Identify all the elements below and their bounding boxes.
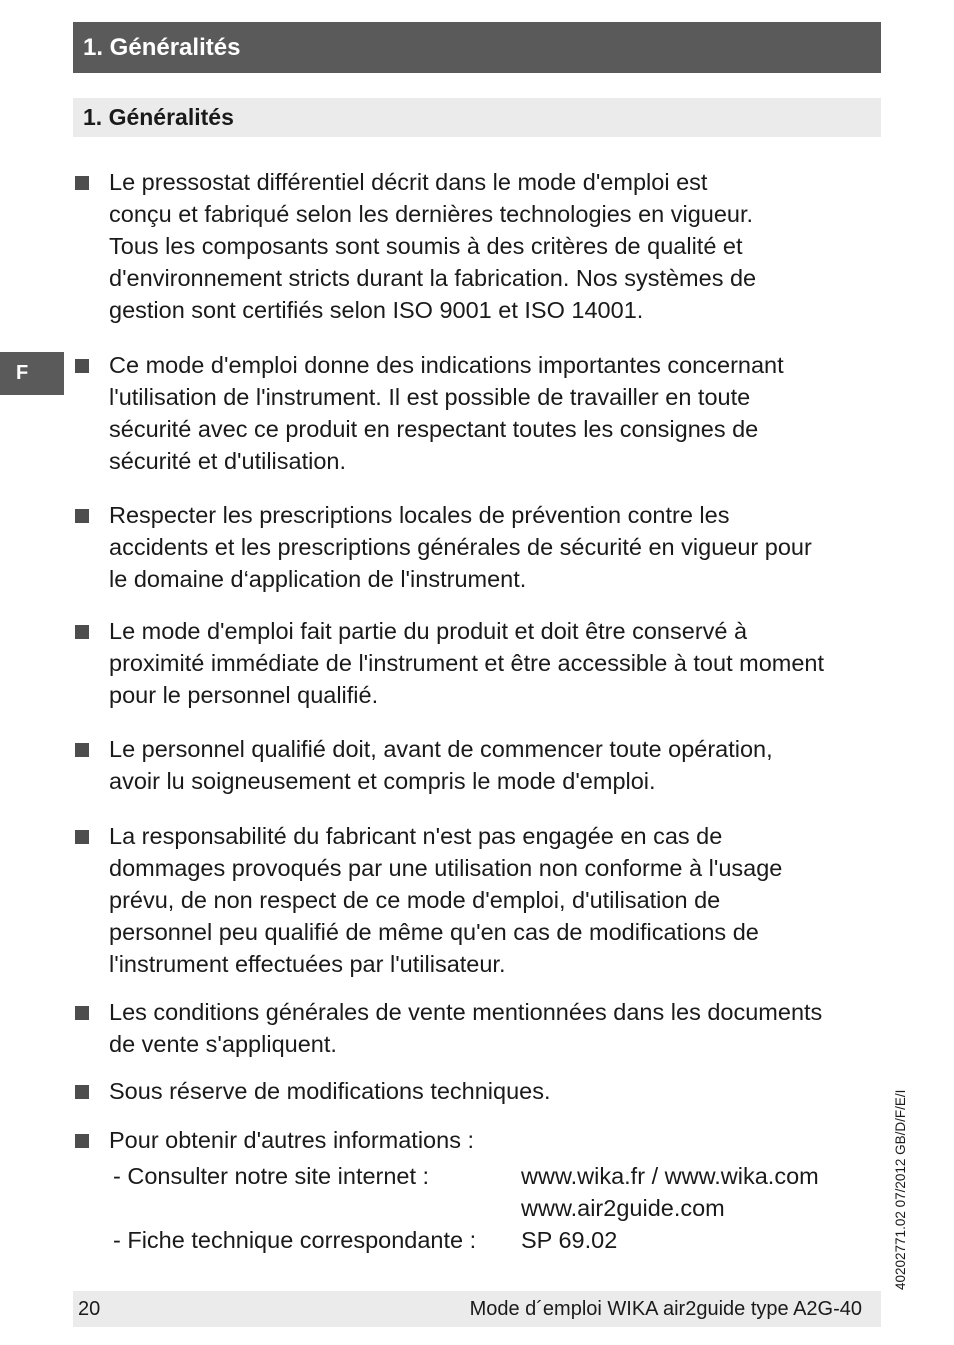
- square-bullet-icon: [75, 1134, 89, 1148]
- list-item-text: Le pressostat différentiel décrit dans le mode d'emploi est conçu et fabriqué selon les dernières technologies en vigueur. Tous les composants sont soumis à des critères de qualité et d'environnement stricts durant la fabrication. Nos systèmes de gestion sont certifiés selon ISO 9001 et ISO 14001.: [109, 169, 757, 323]
- list-item: [73, 996, 881, 1060]
- square-bullet-icon: [75, 830, 89, 844]
- list-item: [73, 820, 881, 980]
- list-item: [73, 499, 881, 595]
- list-item-text: Respecter les prescriptions locales de prévention contre les accidents et les prescriptions générales de sécurité en vigueur pour le domaine d‘application de l'instrument.: [109, 502, 812, 592]
- document-reference: 40202771.02 07/2012 GB/D/F/E/I: [893, 1089, 908, 1290]
- website-label: - Consulter notre site internet :: [113, 1163, 430, 1189]
- footer-title: Mode d´emploi WIKA air2guide type A2G-40: [469, 1298, 862, 1320]
- list-item: [73, 166, 881, 326]
- page-footer: [73, 1291, 881, 1327]
- header-title: 1. Généralités: [83, 34, 241, 61]
- list-item: [73, 615, 881, 711]
- language-tab-label: F: [16, 362, 29, 384]
- list-item-text: Le personnel qualifié doit, avant de commencer toute opération, avoir lu soigneusement et compris le mode d'emploi.: [109, 736, 773, 794]
- list-item-text: Ce mode d'emploi donne des indications importantes concernant l'utilisation de l'instrument. Il est possible de travailler en toute sécurité avec ce produit en respectant toutes les consignes de sécurité et d'utilisation.: [109, 352, 784, 474]
- list-item: [73, 1075, 881, 1107]
- square-bullet-icon: [75, 509, 89, 523]
- datasheet-label: - Fiche technique correspondante :: [113, 1227, 477, 1253]
- square-bullet-icon: [75, 743, 89, 757]
- list-item: [73, 733, 881, 797]
- list-item-text: Pour obtenir d'autres informations :: [109, 1127, 475, 1153]
- list-item-text: Sous réserve de modifications techniques.: [109, 1078, 551, 1104]
- datasheet-value: SP 69.02: [521, 1227, 618, 1253]
- website-link: www.wika.fr / www.wika.com: [521, 1163, 819, 1189]
- page-number: 20: [78, 1298, 101, 1320]
- language-tab: [0, 352, 64, 395]
- square-bullet-icon: [75, 1085, 89, 1099]
- list-item: [73, 1124, 881, 1156]
- square-bullet-icon: [75, 359, 89, 373]
- website-link-secondary: www.air2guide.com: [521, 1195, 725, 1221]
- square-bullet-icon: [75, 176, 89, 190]
- page-header: [73, 22, 881, 73]
- section-title: 1. Généralités: [83, 104, 234, 130]
- section-heading: [73, 98, 881, 137]
- square-bullet-icon: [75, 1006, 89, 1020]
- list-item-text: Le mode d'emploi fait partie du produit et doit être conservé à proximité immédiate de l'instrument et être accessible à tout moment pour le personnel qualifié.: [109, 618, 825, 708]
- list-item: [73, 349, 881, 477]
- square-bullet-icon: [75, 625, 89, 639]
- list-item-text: Les conditions générales de vente mentionnées dans les documents de vente s'appliquent.: [109, 999, 823, 1057]
- list-item-text: La responsabilité du fabricant n'est pas engagée en cas de dommages provoqués par une utilisation non conforme à l'usage prévu, de non respect de ce mode d'emploi, d'utilisation de personnel peu qualifié de même qu'en cas de modifications de l'instrument effectuées par l'utilisateur.: [109, 823, 783, 977]
